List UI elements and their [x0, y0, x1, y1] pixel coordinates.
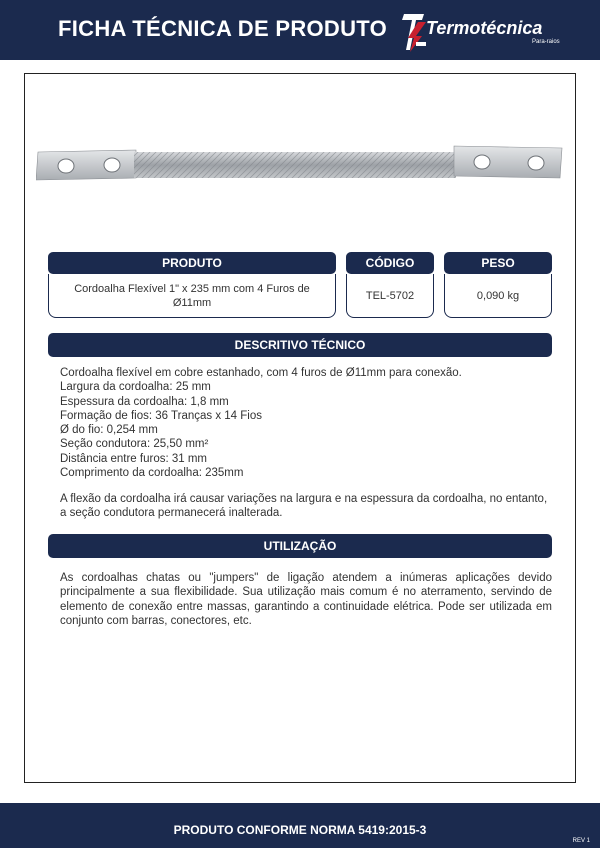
descritivo-line: Seção condutora: 25,50 mm²: [60, 438, 209, 451]
codigo-value: TEL-5702: [365, 289, 415, 302]
section-title-descritivo: DESCRITIVO TÉCNICO: [48, 333, 552, 357]
footer-norma: PRODUTO CONFORME NORMA 5419:2015-3: [173, 823, 427, 837]
descritivo-note: A flexão da cordoalha irá causar variações na largura e na espessura da cordoalha, no entanto, a seção condutora permanecerá inalterada.: [60, 493, 548, 520]
header-bar: [0, 0, 600, 60]
descritivo-line: Comprimento da cordoalha: 235mm: [60, 467, 244, 480]
header-produto: PRODUTO: [48, 252, 336, 274]
descritivo-list: [60, 366, 552, 480]
product-image: [36, 140, 564, 190]
header-peso: PESO: [444, 252, 552, 274]
descritivo-line: Distância entre furos: 31 mm: [60, 452, 208, 465]
descritivo-line: Ø do fio: 0,254 mm: [60, 424, 158, 437]
peso-value: 0,090 kg: [476, 289, 520, 302]
section-title-utilizacao: UTILIZAÇÃO: [48, 534, 552, 558]
brand-logo: [402, 10, 592, 54]
produto-cell: [48, 274, 336, 318]
descritivo-line: Formação de fios: 36 Tranças x 14 Fios: [60, 409, 262, 422]
lightning-logo-icon: [402, 12, 428, 52]
descritivo-line: Cordoalha flexível em cobre estanhado, com 4 furos de Ø11mm para conexão.: [60, 367, 462, 379]
footer-bar: [0, 803, 600, 848]
brand-name: Termotécnica: [426, 18, 543, 38]
codigo-cell: [346, 274, 434, 318]
descritivo-line: Largura da cordoalha: 25 mm: [60, 381, 211, 394]
descritivo-line: Espessura da cordoalha: 1,8 mm: [60, 395, 229, 408]
produto-value: Cordoalha Flexível 1" x 235 mm com 4 Furos de Ø11mm: [74, 282, 310, 309]
brand-subtitle: Para-raios: [532, 39, 560, 45]
utilizacao-text: As cordoalhas chatas ou "jumpers" de ligação atendem a inúmeras aplicações devido principalmente a sua flexibilidade. Sua utilização mais comum é no aterramento, servindo de elemento de conexão entre massas, garantindo a continuidade elétrica. Pode ser utilizada em conjunto com barras, conectores, etc.: [60, 572, 552, 627]
page-title: FICHA TÉCNICA DE PRODUTO: [58, 16, 388, 41]
peso-cell: [444, 274, 552, 318]
revision-label: REV 1: [572, 838, 590, 844]
header-codigo: CÓDIGO: [346, 252, 434, 274]
